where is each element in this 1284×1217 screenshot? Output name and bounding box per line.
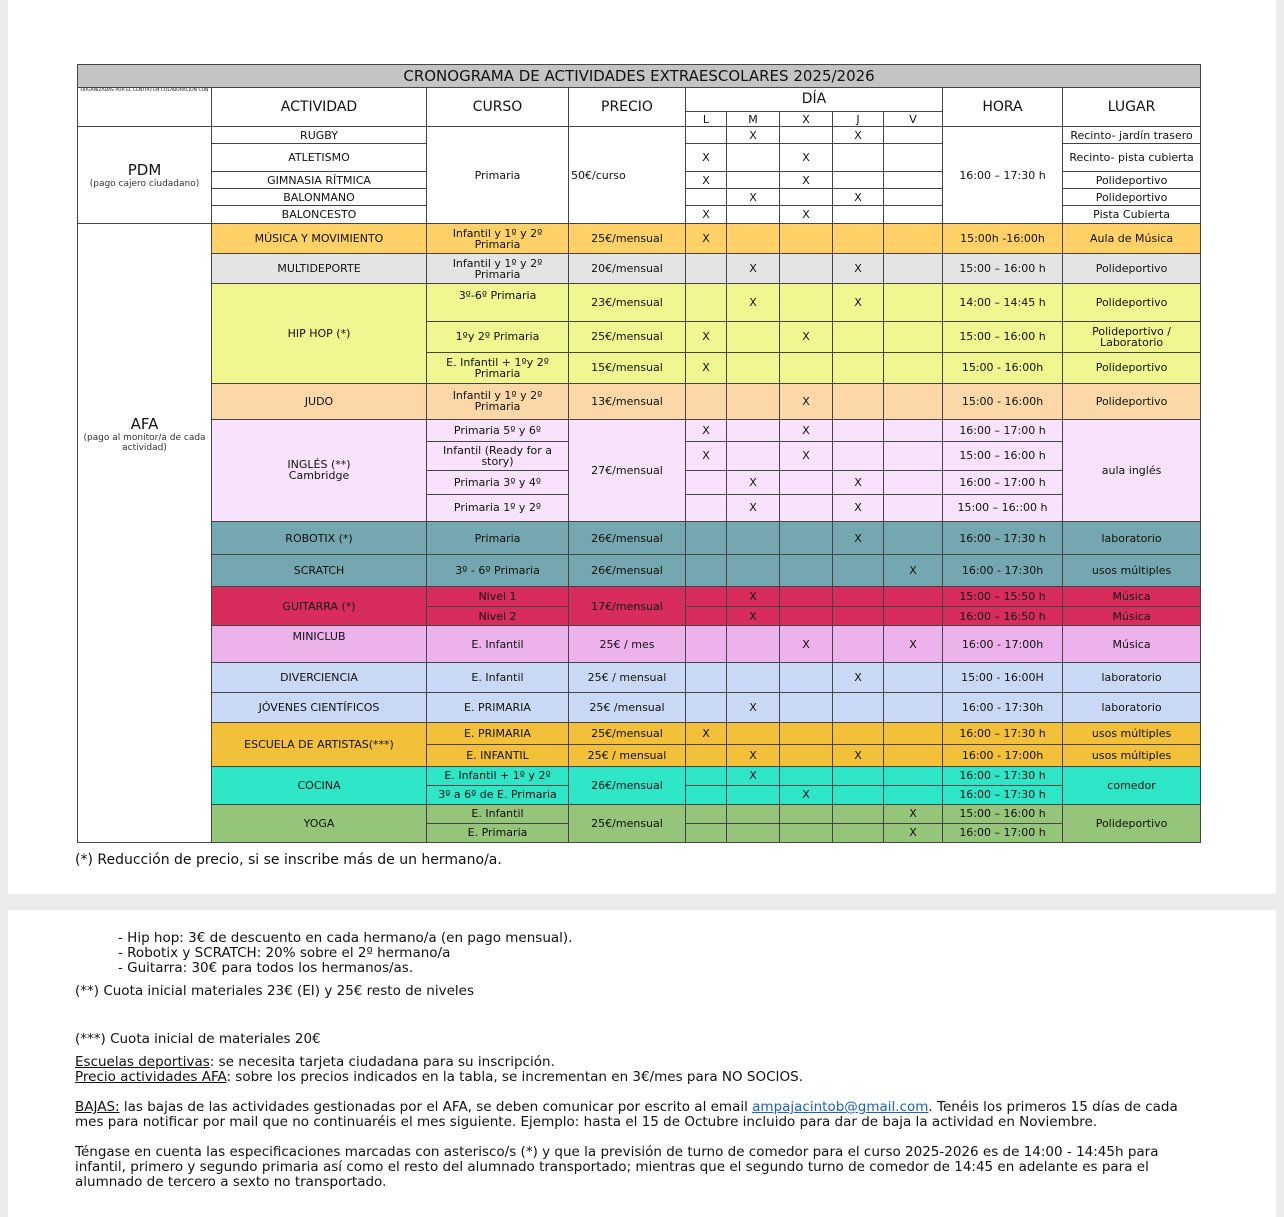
day-cell [686, 555, 727, 587]
day-cell [884, 494, 943, 521]
activity-lugar: Polideportivo [1063, 254, 1201, 284]
day-cell: X [686, 144, 727, 172]
activity-curso: E. Infantil + 1º y 2º [427, 766, 569, 785]
activity-hora: 15:00 – 16:00 h [943, 441, 1063, 470]
day-cell [686, 127, 727, 144]
activity-hora: 16:00 – 17:30 h [943, 785, 1063, 804]
day-cell [833, 172, 884, 189]
activity-precio: 26€/mensual [569, 521, 686, 554]
day-cell [884, 521, 943, 554]
activity-name: BALONMANO [212, 189, 427, 206]
activity-hora: 16:00 – 17:00 h [943, 470, 1063, 494]
day-cell: X [780, 383, 833, 419]
day-cell [727, 206, 780, 224]
activity-name: COCINA [212, 766, 427, 804]
day-cell [884, 127, 943, 144]
group-pdm-title: PDM [127, 160, 162, 179]
day-cell [780, 224, 833, 254]
activity-name [212, 419, 427, 521]
day-cell: X [833, 663, 884, 693]
day-cell [884, 785, 943, 804]
day-cell [780, 127, 833, 144]
activity-name: ATLETISMO [212, 144, 427, 172]
day-cell [780, 470, 833, 494]
activity-curso: E. INFANTIL [427, 744, 569, 766]
group-afa-title: AFA [130, 415, 159, 434]
day-cell [780, 744, 833, 766]
day-cell [833, 626, 884, 663]
day-cell [780, 521, 833, 554]
day-cell [884, 587, 943, 607]
day-cell [884, 441, 943, 470]
day-cell [833, 607, 884, 626]
day-cell: X [727, 607, 780, 626]
activity-lugar: Polideportivo [1063, 383, 1201, 419]
activity-hora: 16:00 – 17:00 h [943, 823, 1063, 842]
activity-name: GUITARRA (*) [212, 587, 427, 626]
bajas-label: BAJAS: [75, 1099, 120, 1115]
activity-curso: Infantil y 1º y 2º Primaria [427, 224, 569, 254]
day-cell [727, 785, 780, 804]
activity-lugar: Recinto- pista cubierta [1063, 144, 1201, 172]
day-cell [884, 383, 943, 419]
day-cell: X [833, 254, 884, 284]
header-hora: HORA [943, 88, 1063, 127]
day-cell [780, 555, 833, 587]
day-cell [780, 254, 833, 284]
day-cell [884, 607, 943, 626]
day-cell [727, 419, 780, 441]
activity-curso: Infantil y 1º y 2º Primaria [427, 383, 569, 419]
activity-name: JUDO [212, 383, 427, 419]
day-cell [780, 693, 833, 723]
day-cell [833, 419, 884, 441]
activity-lugar: comedor [1063, 766, 1201, 804]
day-cell [833, 785, 884, 804]
activity-curso: 3º-6º Primaria [427, 284, 569, 321]
activity-precio: 50€/curso [569, 127, 686, 224]
day-cell: X [884, 804, 943, 823]
day-cell [727, 172, 780, 189]
activity-hora: 15:00h -16:00h [943, 224, 1063, 254]
day-cell [884, 206, 943, 224]
activity-curso: E. Infantil [427, 804, 569, 823]
activity-name: RUGBY [212, 127, 427, 144]
day-cell: X [833, 284, 884, 321]
note-materiales-ingles: (**) Cuota inicial materiales 23€ (EI) y 25€ resto de niveles [75, 983, 474, 999]
day-cell [727, 352, 780, 383]
day-cell [686, 744, 727, 766]
activity-lugar: Recinto- jardín trasero [1063, 127, 1201, 144]
bajas-text: las bajas de las actividades gestionadas por el AFA, se deben comunicar por escrito al email [119, 1099, 753, 1115]
day-cell: X [884, 823, 943, 842]
activity-hora: 15:00 – 16:00 h [943, 254, 1063, 284]
day-cell [884, 254, 943, 284]
activity-name: ESCUELA DE ARTISTAS(***) [212, 723, 427, 766]
day-cell: X [686, 224, 727, 254]
day-cell [833, 766, 884, 785]
header-day-l: L [686, 112, 727, 127]
day-cell [833, 441, 884, 470]
day-cell: X [686, 352, 727, 383]
activity-name: MINICLUB [212, 626, 427, 663]
day-cell: X [727, 254, 780, 284]
day-cell [780, 823, 833, 842]
activity-precio: 25€/mensual [569, 321, 686, 352]
precio-afa-note [75, 1070, 803, 1085]
day-cell: X [780, 206, 833, 224]
ingles-subtitle: Cambridge [288, 469, 350, 483]
bullet-robotix: - Robotix y SCRATCH: 20% sobre el 2º hermano/a [118, 945, 451, 961]
day-cell [884, 766, 943, 785]
activity-name: MULTIDEPORTE [212, 254, 427, 284]
activity-hora: 16:00 – 17:30 h [943, 521, 1063, 554]
day-cell: X [780, 441, 833, 470]
activity-hora: 16:00 – 17:00 h [943, 419, 1063, 441]
activity-name: ROBOTIX (*) [212, 521, 427, 554]
day-cell [780, 766, 833, 785]
activity-curso: Infantil (Ready for a story) [427, 441, 569, 470]
activity-lugar: Polideportivo [1063, 804, 1201, 842]
day-cell [833, 383, 884, 419]
day-cell: X [686, 206, 727, 224]
header-day-v: V [884, 112, 943, 127]
day-cell [686, 494, 727, 521]
schedule-table [77, 64, 1201, 843]
email-link[interactable]: ampajacintob@gmail.com [752, 1099, 929, 1115]
activity-curso: E. Infantil + 1ºy 2º Primaria [427, 352, 569, 383]
activity-hora: 14:00 – 14:45 h [943, 284, 1063, 321]
day-cell: X [780, 321, 833, 352]
activity-lugar: Polideportivo / Laboratorio [1063, 321, 1201, 352]
group-afa-note: (pago al monitor/a de cada actividad) [83, 433, 206, 454]
activity-precio: 25€ / mes [569, 626, 686, 663]
day-cell [686, 521, 727, 554]
day-cell: X [833, 189, 884, 206]
activity-lugar: Música [1063, 587, 1201, 607]
activity-curso: Primaria 1º y 2º [427, 494, 569, 521]
day-cell [686, 693, 727, 723]
activity-precio: 25€ /mensual [569, 693, 686, 723]
day-cell [833, 555, 884, 587]
activity-lugar: Pista Cubierta [1063, 206, 1201, 224]
day-cell [780, 352, 833, 383]
day-cell: X [780, 144, 833, 172]
header-precio: PRECIO [569, 88, 686, 127]
day-cell [780, 189, 833, 206]
day-cell [833, 206, 884, 224]
day-cell: X [727, 127, 780, 144]
day-cell [833, 321, 884, 352]
activity-curso: Primaria [427, 127, 569, 224]
day-cell [780, 587, 833, 607]
day-cell: X [727, 693, 780, 723]
activity-hora: 16:00 - 17:00h [943, 744, 1063, 766]
activity-hora: 16:00 – 17:30 h [943, 723, 1063, 744]
day-cell [884, 189, 943, 206]
bullet-guitarra: - Guitarra: 30€ para todos los hermanos/as. [118, 960, 414, 976]
activity-name: BALONCESTO [212, 206, 427, 224]
day-cell [780, 663, 833, 693]
activity-lugar: Música [1063, 607, 1201, 626]
ingles-title: INGLÉS (**) [287, 458, 351, 472]
day-cell: X [833, 470, 884, 494]
activity-precio: 25€ / mensual [569, 744, 686, 766]
day-cell [884, 284, 943, 321]
day-cell [686, 607, 727, 626]
day-cell: X [686, 723, 727, 744]
day-cell: X [727, 494, 780, 521]
bajas-text-2: . Tenéis los primeros 15 días de cada mes para notificar por mail que no continuaréis el mes siguiente. Ejemplo: hasta el 15 de Octubre incluido para dar de baja la actividad en Noviembre. [75, 1099, 1178, 1130]
day-cell [727, 804, 780, 823]
day-cell [727, 626, 780, 663]
day-cell [686, 189, 727, 206]
activity-hora: 15:00 – 16::00 h [943, 494, 1063, 521]
activity-name: JÓVENES CIENTÍFICOS [212, 693, 427, 723]
activity-hora: 15:00 – 15:50 h [943, 587, 1063, 607]
day-cell [780, 284, 833, 321]
day-cell [833, 723, 884, 744]
header-lugar: LUGAR [1063, 88, 1201, 127]
day-cell [727, 383, 780, 419]
day-cell [686, 785, 727, 804]
activity-lugar: usos múltiples [1063, 723, 1201, 744]
escuelas-label: Escuelas deportivas [75, 1054, 210, 1070]
day-cell [727, 663, 780, 693]
day-cell [727, 521, 780, 554]
activity-hora: 15:00 - 16:00h [943, 383, 1063, 419]
activity-precio: 26€/mensual [569, 766, 686, 804]
header-curso: CURSO [427, 88, 569, 127]
activity-hora: 15:00 – 16:00 h [943, 321, 1063, 352]
day-cell [686, 284, 727, 321]
day-cell [833, 144, 884, 172]
activity-hora: 15:00 – 16:00 h [943, 804, 1063, 823]
day-cell [884, 744, 943, 766]
bullet-hiphop: - Hip hop: 3€ de descuento en cada hermano/a (en pago mensual). [118, 930, 573, 946]
day-cell: X [833, 494, 884, 521]
activity-curso: 3º - 6º Primaria [427, 555, 569, 587]
day-cell: X [833, 127, 884, 144]
day-cell [727, 441, 780, 470]
day-cell [780, 804, 833, 823]
escuelas-text: : se necesita tarjeta ciudadana para su inscripción. [209, 1054, 555, 1070]
activity-precio: 25€/mensual [569, 804, 686, 842]
day-cell [686, 470, 727, 494]
activity-curso: Nivel 1 [427, 587, 569, 607]
precio-label: Precio actividades AFA [75, 1069, 227, 1085]
day-cell [727, 823, 780, 842]
activity-hora: 16:00 – 17:30 h [943, 766, 1063, 785]
day-cell [884, 663, 943, 693]
header-actividad: ACTIVIDAD [212, 88, 427, 127]
day-cell: X [686, 441, 727, 470]
activity-curso: Primaria [427, 521, 569, 554]
activity-precio: 26€/mensual [569, 555, 686, 587]
table-title: CRONOGRAMA DE ACTIVIDADES EXTRAESCOLARES 2025/2026 [78, 65, 1201, 88]
day-cell [833, 823, 884, 842]
day-cell: X [780, 419, 833, 441]
day-cell [780, 494, 833, 521]
activity-curso: 3º a 6º de E. Primaria [427, 785, 569, 804]
activity-lugar: usos múltiples [1063, 744, 1201, 766]
day-cell [884, 693, 943, 723]
activity-precio: 25€ / mensual [569, 663, 686, 693]
day-cell [686, 766, 727, 785]
activity-curso: Primaria 5º y 6º [427, 419, 569, 441]
day-cell [884, 224, 943, 254]
activity-curso: Primaria 3º y 4º [427, 470, 569, 494]
day-cell [686, 823, 727, 842]
day-cell: X [686, 172, 727, 189]
day-cell [727, 224, 780, 254]
activity-name: DIVERCIENCIA [212, 663, 427, 693]
day-cell: X [833, 744, 884, 766]
day-cell [686, 804, 727, 823]
group-afa [78, 224, 212, 843]
day-cell [884, 172, 943, 189]
day-cell: X [884, 626, 943, 663]
day-cell [884, 144, 943, 172]
activity-name: SCRATCH [212, 555, 427, 587]
activity-lugar: Polideportivo [1063, 352, 1201, 383]
activity-name: GIMNASIA RÍTMICA [212, 172, 427, 189]
day-cell [686, 254, 727, 284]
day-cell [833, 224, 884, 254]
activity-precio: 23€/mensual [569, 284, 686, 321]
day-cell [884, 723, 943, 744]
header-day-j: J [833, 112, 884, 127]
day-cell [833, 587, 884, 607]
activity-precio: 25€/mensual [569, 224, 686, 254]
activity-curso: E. PRIMARIA [427, 723, 569, 744]
activity-lugar: aula inglés [1063, 419, 1201, 521]
day-cell [780, 607, 833, 626]
activity-lugar: Polideportivo [1063, 172, 1201, 189]
activity-lugar: Polideportivo [1063, 189, 1201, 206]
activity-precio: 27€/mensual [569, 419, 686, 521]
org-note: ORGANIZADAS POR EL CENTRO EN COLABORACIÓN CON [78, 88, 212, 127]
price-reduction-note: (*) Reducción de precio, si se inscribe más de un hermano/a. [75, 852, 502, 868]
day-cell: X [780, 626, 833, 663]
activity-hora: 16:00 - 17:30h [943, 555, 1063, 587]
activity-lugar: Polideportivo [1063, 284, 1201, 321]
day-cell: X [780, 785, 833, 804]
precio-text: : sobre los precios indicados en la tabla, se incrementan en 3€/mes para NO SOCIOS. [226, 1069, 803, 1085]
activity-curso: E. Infantil [427, 626, 569, 663]
activity-precio: 25€/mensual [569, 723, 686, 744]
day-cell [727, 144, 780, 172]
day-cell [884, 470, 943, 494]
day-cell [884, 419, 943, 441]
activity-hora: 16:00 - 17:30h [943, 693, 1063, 723]
activity-curso: E. Infantil [427, 663, 569, 693]
day-cell: X [780, 172, 833, 189]
activity-hora: 16:00 - 17:00h [943, 626, 1063, 663]
activity-curso: E. PRIMARIA [427, 693, 569, 723]
activity-curso: Nivel 2 [427, 607, 569, 626]
activity-precio: 17€/mensual [569, 587, 686, 626]
activity-precio: 13€/mensual [569, 383, 686, 419]
activity-name: MÚSICA Y MOVIMIENTO [212, 224, 427, 254]
day-cell [884, 352, 943, 383]
activity-lugar: laboratorio [1063, 521, 1201, 554]
activity-name: HIP HOP (*) [212, 284, 427, 383]
activity-precio: 15€/mensual [569, 352, 686, 383]
day-cell [686, 587, 727, 607]
activity-lugar: laboratorio [1063, 693, 1201, 723]
day-cell: X [727, 470, 780, 494]
activity-curso: Infantil y 1º y 2º Primaria [427, 254, 569, 284]
day-cell [686, 383, 727, 419]
header-dia: DÍA [686, 88, 943, 112]
day-cell: X [884, 555, 943, 587]
activity-lugar: Aula de Música [1063, 224, 1201, 254]
escuelas-deportivas-note [75, 1055, 555, 1070]
activity-name: YOGA [212, 804, 427, 842]
day-cell [727, 723, 780, 744]
bajas-note [75, 1100, 1200, 1130]
activity-curso: 1ºy 2º Primaria [427, 321, 569, 352]
header-day-m: M [727, 112, 780, 127]
day-cell: X [727, 284, 780, 321]
activity-lugar: laboratorio [1063, 663, 1201, 693]
comedor-note: Téngase en cuenta las especificaciones marcadas con asterisco/s (*) y que la previsión de turno de comedor para el curso 2025-2026 es de 14:00 - 14:45h para infantil, primero y segundo primaria así como el resto del alumnado transportado; mientras que el segundo turno de comedor de 14:45 en adelante es para el alumnado de tercero a sexto no transportado. [75, 1144, 1159, 1190]
day-cell: X [727, 744, 780, 766]
day-cell: X [727, 587, 780, 607]
day-cell: X [833, 521, 884, 554]
activity-precio: 20€/mensual [569, 254, 686, 284]
day-cell: X [727, 189, 780, 206]
header-day-x: X [780, 112, 833, 127]
activity-hora: 16:00 – 16:50 h [943, 607, 1063, 626]
day-cell [686, 626, 727, 663]
day-cell [727, 555, 780, 587]
day-cell [884, 321, 943, 352]
activity-lugar: usos múltiples [1063, 555, 1201, 587]
day-cell [833, 352, 884, 383]
group-pdm-note: (pago cajero ciudadano) [89, 178, 200, 189]
day-cell [727, 321, 780, 352]
activity-hora: 15:00 - 16:00h [943, 352, 1063, 383]
activity-hora: 15:00 - 16:00H [943, 663, 1063, 693]
day-cell: X [727, 766, 780, 785]
group-pdm [78, 127, 212, 224]
day-cell [833, 804, 884, 823]
activity-hora: 16:00 – 17:30 h [943, 127, 1063, 224]
day-cell [686, 663, 727, 693]
note-materiales-artistas: (***) Cuota inicial de materiales 20€ [75, 1031, 321, 1047]
day-cell [780, 723, 833, 744]
activity-curso: E. Primaria [427, 823, 569, 842]
day-cell [833, 693, 884, 723]
day-cell: X [686, 419, 727, 441]
activity-lugar: Música [1063, 626, 1201, 663]
day-cell: X [686, 321, 727, 352]
